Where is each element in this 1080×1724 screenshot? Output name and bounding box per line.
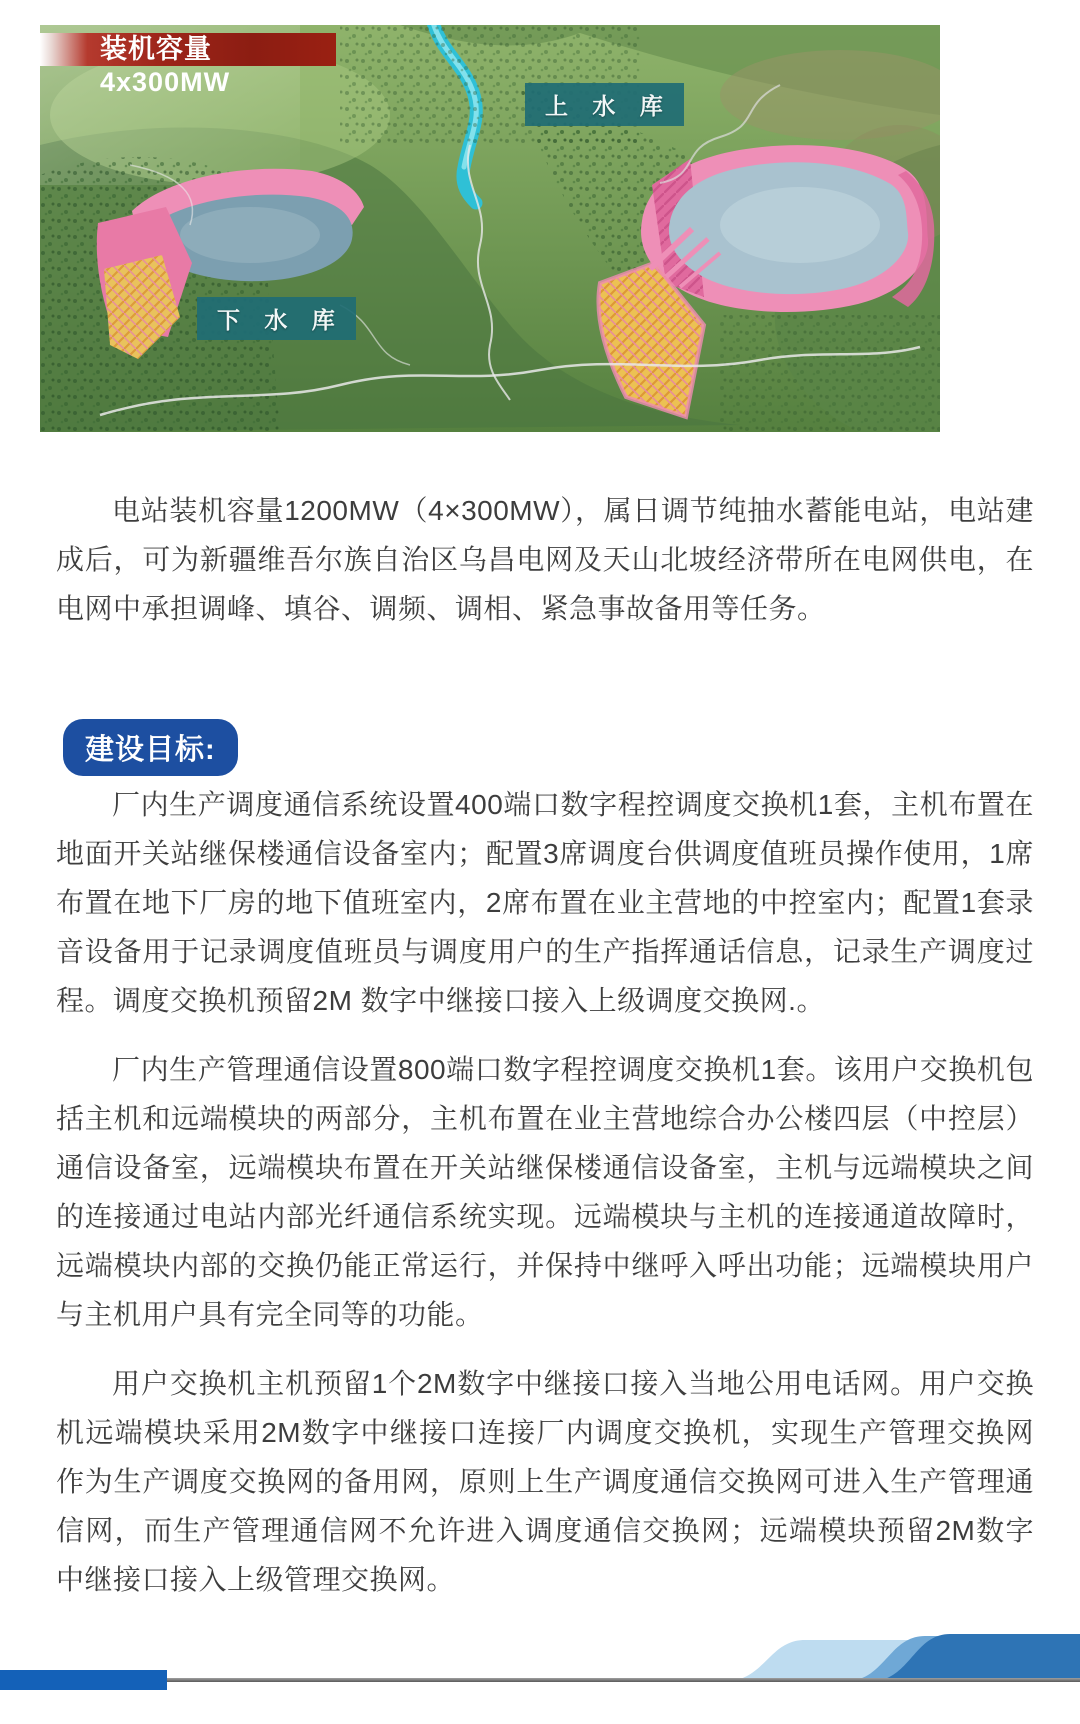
footer-wave-decoration <box>700 1627 1080 1681</box>
hero-aerial-image <box>40 25 940 432</box>
intro-paragraph: 电站装机容量1200MW（4×300MW），属日调节纯抽水蓄能电站，电站建成后，可为新疆维吾尔族自治区乌昌电网及天山北坡经济带所在电网供电，在电网中承担调峰、填谷、调频、调相、紧急事故备用等任务。 <box>56 495 1034 624</box>
section-badge: 建设目标: <box>63 719 238 776</box>
body-paragraph: 用户交换机主机预留1个2M数字中继接口接入当地公用电话网。用户交换机远端模块采用2M数字中继接口连接厂内调度交换机，实现生产管理交换网作为生产调度交换网的备用网，原则上生产调度通信交换网可进入生产管理通信网，而生产管理通信网不允许进入调度通信交换网；远端模块预留2M数字中继接口接入上级管理交换网。 <box>56 1368 1034 1595</box>
upper-reservoir-label: 上 水 库 <box>525 83 684 126</box>
lower-reservoir-label: 下 水 库 <box>197 297 356 340</box>
body-paragraph: 厂内生产管理通信设置800端口数字程控调度交换机1套。该用户交换机包括主机和远端模块的两部分，主机布置在业主营地综合办公楼四层（中控层）通信设备室，远端模块布置在开关站继保楼通信设备室，主机与远端模块之间的连接通过电站内部光纤通信系统实现。远端模块与主机的连接通道故障时，远端模块内部的交换仍能正常运行，并保持中继呼入呼出功能；远端模块用户与主机用户具有完全同等的功能。 <box>56 1054 1034 1330</box>
capacity-ribbon: 装机容量4x300MW <box>40 33 336 66</box>
footer-accent-bar <box>0 1670 167 1690</box>
body-paragraph: 厂内生产调度通信系统设置400端口数字程控调度交换机1套，主机布置在地面开关站继保楼通信设备室内；配置3席调度台供调度值班员操作使用，1席布置在地下厂房的地下值班室内，2席布置在业主营地的中控室内；配置1套录音设备用于记录调度值班员与调度用户的生产指挥通话信息，记录生产调度过程。调度交换机预留2M 数字中继接口接入上级调度交换网.。 <box>56 789 1034 1016</box>
intro-section <box>56 486 1034 653</box>
body-section <box>56 780 1034 1624</box>
wave-shapes <box>700 1627 1080 1681</box>
